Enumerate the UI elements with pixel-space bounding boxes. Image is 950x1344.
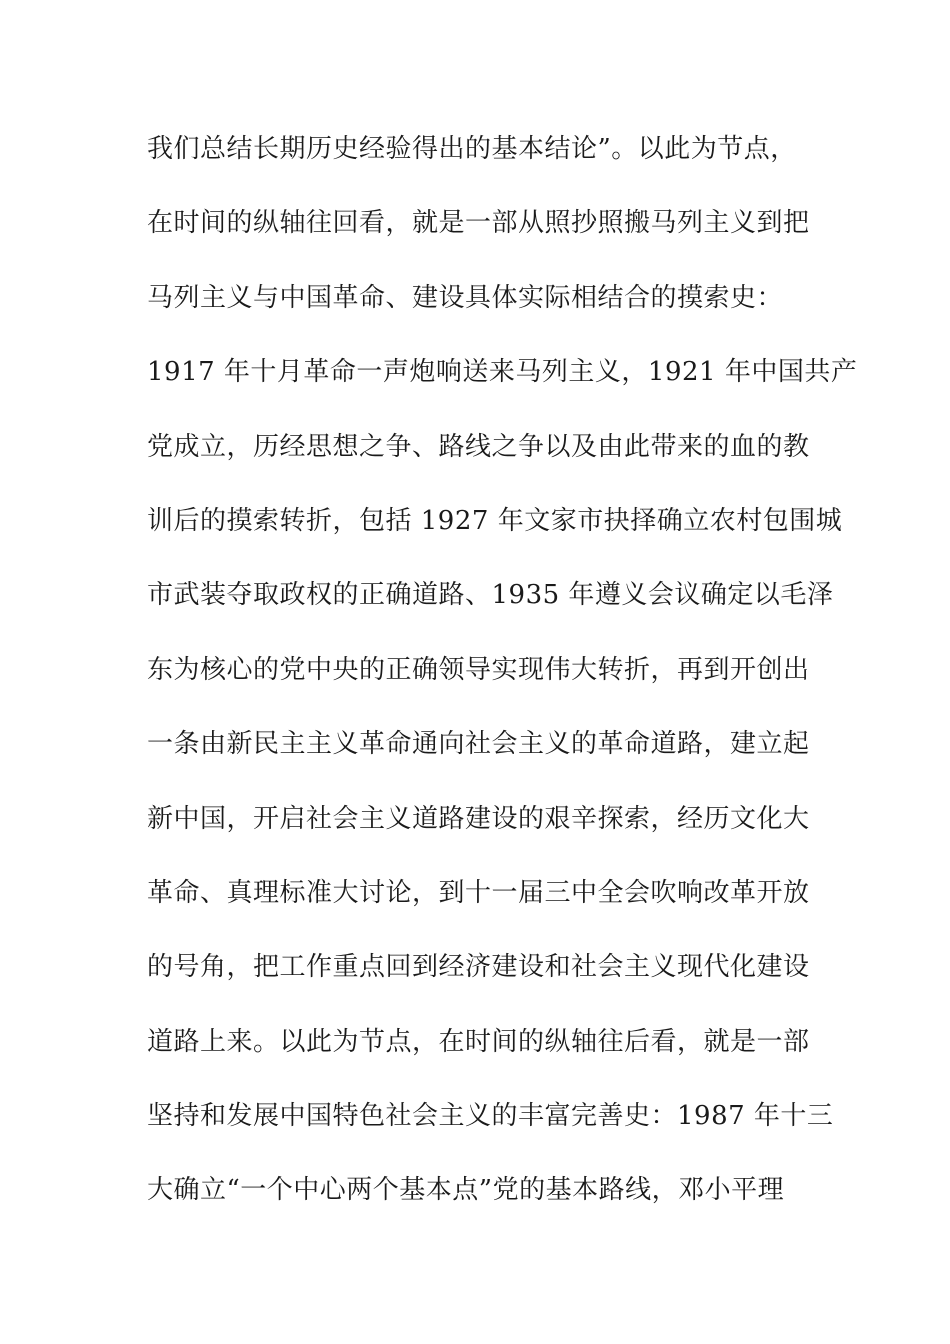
text-line-1: 我们总结长期历史经验得出的基本结论”。以此为节点， [147,134,797,164]
text-line-6: 训后的摸索转折，包括 1927 年文家市抉择确立农村包围城 [147,505,843,536]
text-line-15: 大确立“一个中心两个基本点”党的基本路线，邓小平理 [147,1175,785,1206]
text-line-5: 党成立，历经思想之争、路线之争以及由此带来的血的教 [147,431,810,462]
text-line-9: 一条由新民主主义革命通向社会主义的革命道路，建立起 [147,729,810,760]
text-line-14: 坚持和发展中国特色社会主义的丰富完善史：1987 年十三 [147,1101,834,1132]
text-line-11: 革命、真理标准大讨论，到十一届三中全会吹响改革开放 [147,877,810,908]
text-line-2: 在时间的纵轴往回看，就是一部从照抄照搬马列主义到把 [147,208,810,239]
text-line-8: 东为核心的党中央的正确领导实现伟大转折，再到开创出 [147,654,810,685]
text-line-4: 1917 年十月革命一声炮响送来马列主义，1921 年中国共产 [147,357,858,388]
text-line-13: 道路上来。以此为节点，在时间的纵轴往后看，就是一部 [147,1026,810,1057]
text-line-7: 市武装夺取政权的正确道路、1935 年遵义会议确定以毛泽 [147,580,834,611]
text-line-10: 新中国，开启社会主义道路建设的艰辛探索，经历文化大 [147,803,810,834]
text-line-3: 马列主义与中国革命、建设具体实际相结合的摸索史： [147,282,784,313]
text-line-12: 的号角，把工作重点回到经济建设和社会主义现代化建设 [147,952,810,983]
body-text [147,126,858,1242]
